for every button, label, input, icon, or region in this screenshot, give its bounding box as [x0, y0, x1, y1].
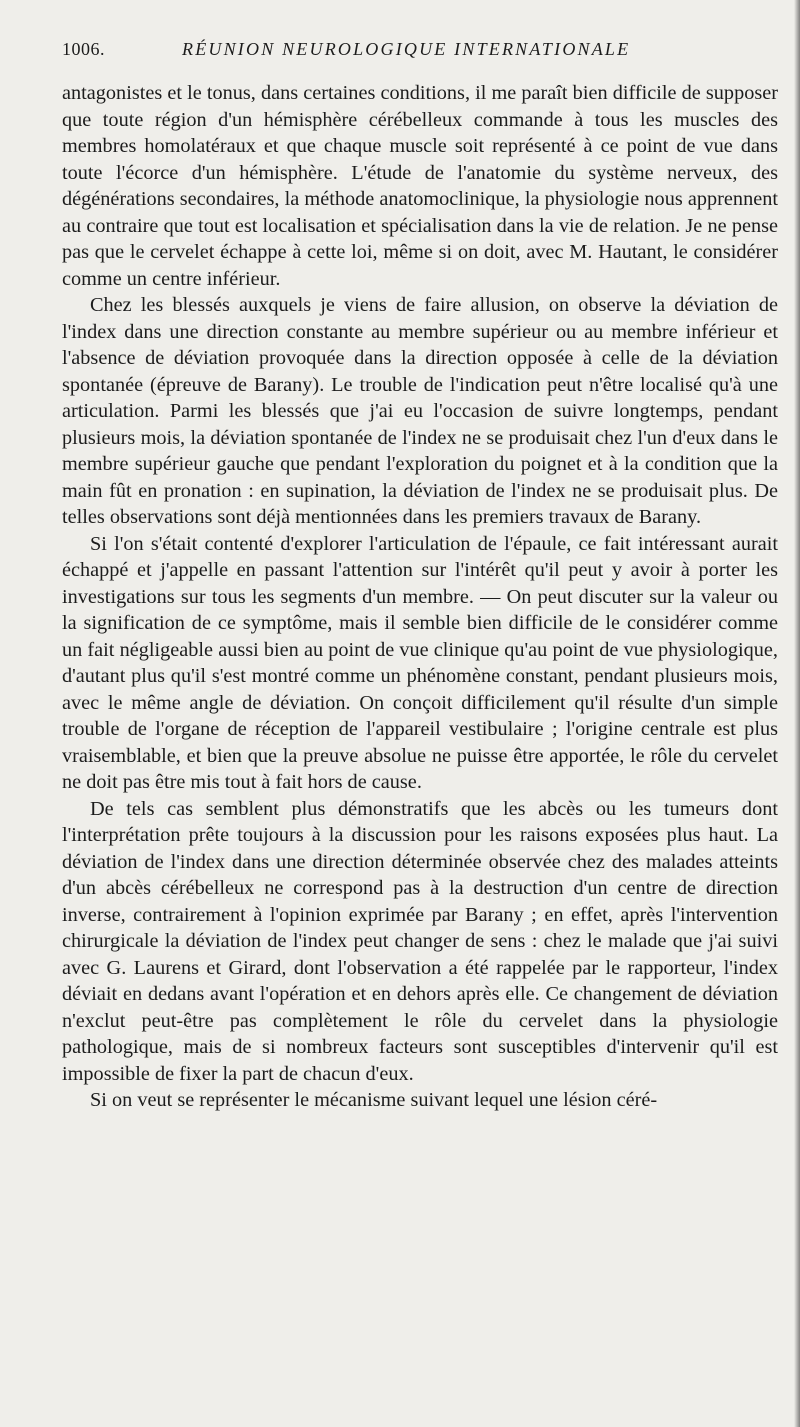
paragraph-5: Si on veut se représenter le mécanisme suivant lequel une lésion céré-	[90, 1089, 658, 1111]
paragraph-3: Si l'on s'était contenté d'explorer l'articulation de l'épaule, ce fait intéressant aurait échappé et j'appelle en passant l'attention sur l'intérêt qu'il peut y avoir à porter les investigations sur tous les segments d'un membre. — On peut discuter sur la valeur ou la signification de ce symptôme, mais il semble bien difficile de le considérer comme un fait négligeable aussi bien au point de vue clinique qu'au point de vue physiologique, d'autant plus qu'il s'est montré comme un phénomène constant, pendant plusieurs mois, avec le même angle de déviation. On conçoit difficilement qu'il résulte d'un simple trouble de l'organe de réception de l'appareil vestibulaire ; l'origine centrale est plus vraisemblable, et bien que la preuve absolue ne puisse être apportée, le rôle du cervelet ne doit pas être mis tout à fait hors de cause.	[62, 532, 778, 793]
body-text	[62, 80, 778, 1114]
running-title: RÉUNION NEUROLOGIQUE INTERNATIONALE	[182, 39, 631, 59]
page-number: 1006.	[62, 39, 105, 59]
page-header	[62, 36, 762, 62]
paragraph-1: antagonistes et le tonus, dans certaines conditions, il me paraît bien difficile de supposer que toute région d'un hémisphère cérébelleux commande à tous les muscles des membres homolatéraux et que chaque muscle soit représenté à ce point de vue dans toute l'écorce d'un hémisphère. L'étude de l'anatomie du système nerveux, des dégénérations secondaires, la méthode anatomoclinique, la physiologie nous apprennent au contraire que tout est localisation et spécialisation dans la vie de relation. Je ne pense pas que le cervelet échappe à cette loi, même si on doit, avec M. Hautant, le considérer comme un centre inférieur.	[62, 82, 778, 290]
paragraph-2: Chez les blessés auxquels je viens de faire allusion, on observe la déviation de l'index dans une direction constante au membre supérieur ou au membre inférieur et l'absence de déviation provoquée dans la direction opposée à celle de la déviation spontanée (épreuve de Barany). Le trouble de l'indication peut n'être localisé qu'à une articulation. Parmi les blessés que j'ai eu l'occasion de suivre longtemps, pendant plusieurs mois, la déviation spontanée de l'index ne se produisait chez l'un d'eux dans le membre supérieur gauche que pendant l'exploration du poignet et à la condition que la main fût en pronation : en supination, la déviation de l'index ne se produisait plus. De telles observations sont déjà mentionnées dans les premiers travaux de Barany.	[62, 294, 778, 528]
paragraph-4: De tels cas semblent plus démonstratifs que les abcès ou les tumeurs dont l'interprétation prête toujours à la discussion pour les raisons exposées plus haut. La déviation de l'index dans une direction déterminée observée chez des malades atteints d'un abcès cérébelleux ne correspond pas à la destruction d'un centre de direction inverse, contrairement à l'opinion exprimée par Barany ; en effet, après l'intervention chirurgicale la déviation de l'index peut changer de sens : chez le malade que j'ai suivi avec G. Laurens et Girard, dont l'observation a été rappelée par le rapporteur, l'index déviait en dedans avant l'opération et en dehors après elle. Ce changement de déviation n'exclut peut-être pas complètement le rôle du cervelet dans la physiologie pathologique, mais de si nombreux facteurs sont susceptibles d'intervenir qu'il est impossible de fixer la part de chacun d'eux.	[62, 797, 778, 1085]
page-edge-shadow	[794, 0, 800, 1427]
